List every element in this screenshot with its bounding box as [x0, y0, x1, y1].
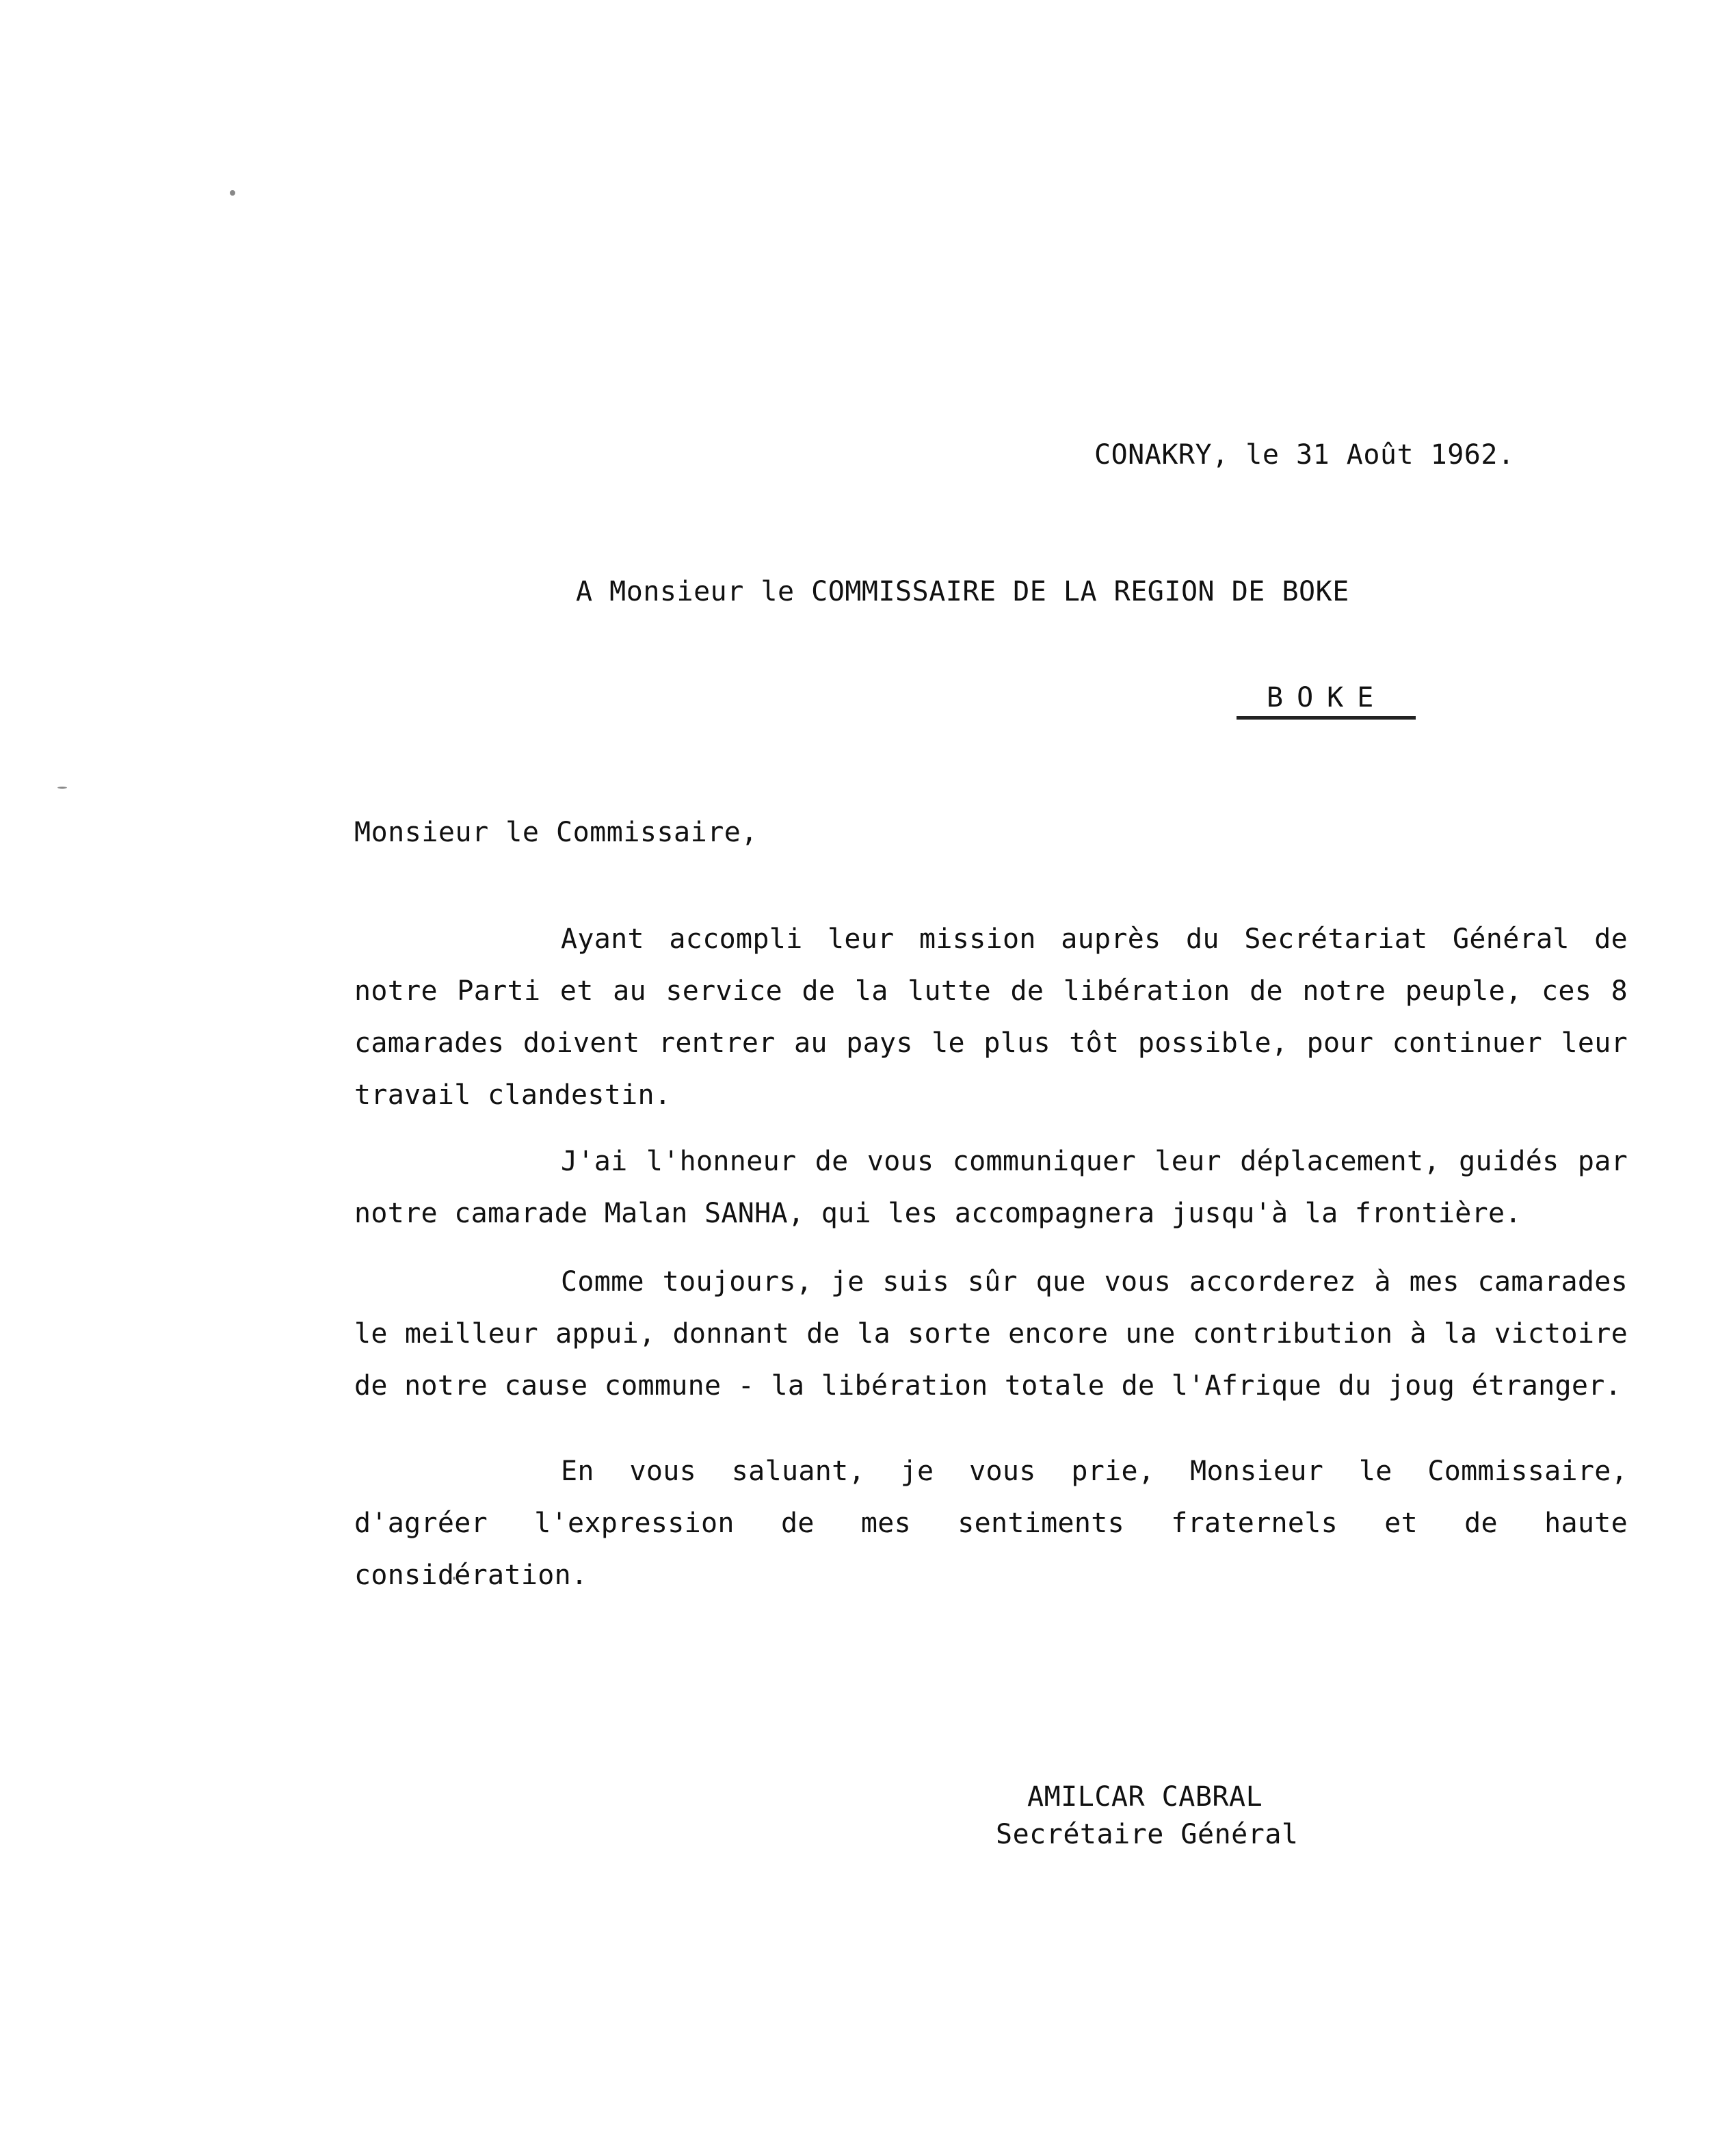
city-underline	[1237, 716, 1416, 720]
paper-speck	[230, 190, 235, 196]
letter-salutation: Monsieur le Commissaire,	[354, 817, 758, 848]
letter-dateline: CONAKRY, le 31 Août 1962.	[1094, 439, 1515, 471]
body-paragraph-1: Ayant accompli leur mission auprès du Secrétariat Général de notre Parti et au service de la lutte de libération de notre peuple, ces 8 camarades doivent rentrer au pays le plus tôt possible, pour continuer leur travail clandestin.	[354, 923, 1628, 1111]
signature-title: Secrétaire Général	[996, 1819, 1299, 1850]
letter-recipient: A Monsieur le COMMISSAIRE DE LA REGION DE BOKE	[576, 576, 1349, 607]
paper-speck	[57, 787, 67, 789]
recipient-city: BOKE	[1267, 682, 1388, 713]
body-paragraph-2: J'ai l'honneur de vous communiquer leur déplacement, guidés par notre camarade Malan SANHA, qui les accompagnera jusqu'à la frontière.	[354, 1146, 1628, 1229]
signature-name: AMILCAR CABRAL	[1027, 1781, 1263, 1813]
body-paragraph-3: Comme toujours, je suis sûr que vous accorderez à mes camarades le meilleur appui, donnant de la sorte encore une contribution à la victoire de notre cause commune - la libération totale de l'Afrique du joug étranger.	[354, 1266, 1628, 1402]
body-paragraph-4: En vous saluant, je vous prie, Monsieur le Commissaire, d'agréer l'expression de mes sentiments fraternels et de haute considération.	[354, 1456, 1628, 1591]
